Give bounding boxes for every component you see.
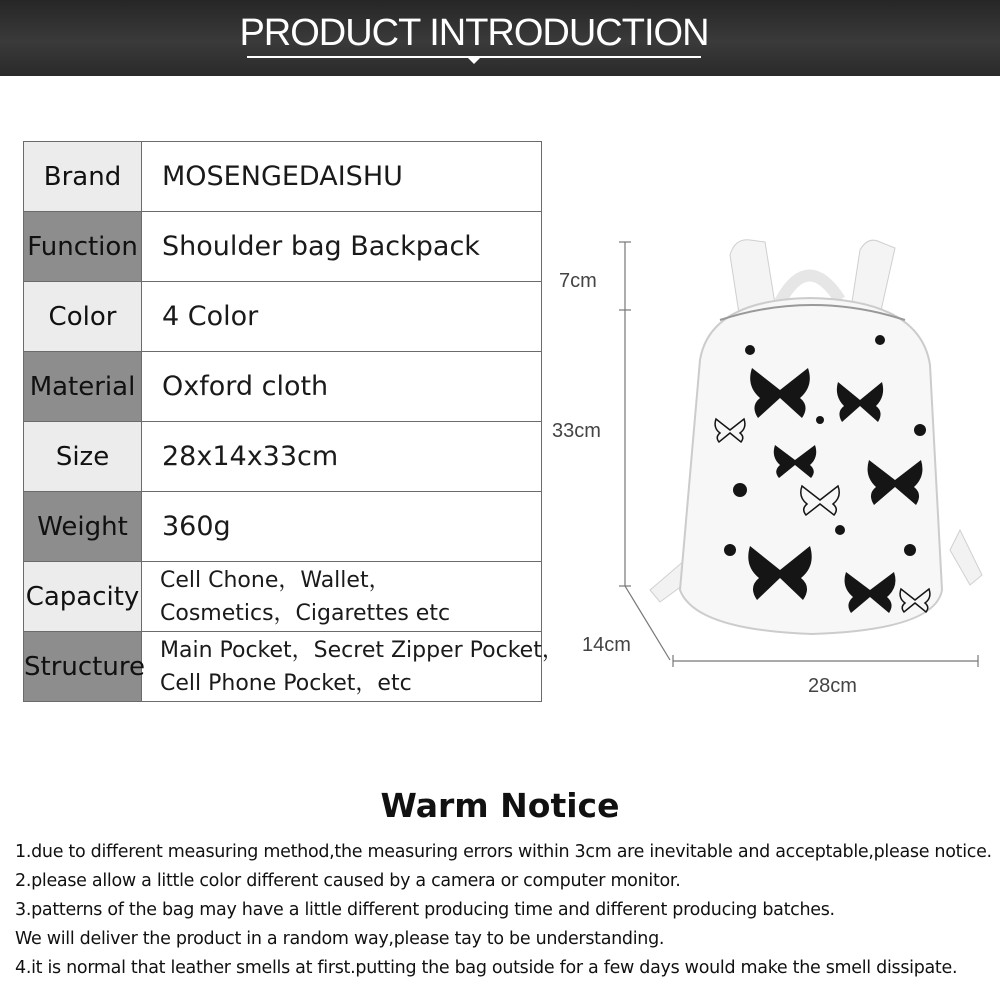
spec-value-line: Main Pocket，Secret Zipper Pocket，: [160, 637, 564, 663]
spec-label: Capacity: [24, 562, 142, 632]
spec-value: [142, 212, 542, 282]
spec-value-line: 4 Color: [162, 301, 259, 332]
spec-value-line: Cell Phone Pocket，etc: [160, 670, 412, 696]
spec-value: [142, 142, 542, 212]
notice-line: 2.please allow a little color different caused by a camera or computer monitor.: [15, 871, 681, 891]
notice-line: 4.it is normal that leather smells at first.putting the bag outside for a few days would make the smell dissipate.: [15, 958, 958, 978]
header-banner: [0, 0, 1000, 76]
spec-row: [24, 632, 542, 702]
spec-label: Size: [24, 422, 142, 492]
spec-row: [24, 422, 542, 492]
spec-label: Color: [24, 282, 142, 352]
dimension-width: 28cm: [808, 675, 857, 697]
product-figure: [550, 230, 1000, 710]
spec-value-line: 360g: [162, 511, 231, 542]
notice-list: [15, 838, 1000, 983]
notice-line: 3.patterns of the bag may have a little different producing time and different producing batches.: [15, 900, 835, 920]
spec-value-line: Oxford cloth: [162, 371, 329, 402]
header-title: PRODUCT INTRODUCTION: [239, 12, 709, 54]
spec-row: [24, 352, 542, 422]
spec-row: [24, 492, 542, 562]
notice-title: Warm Notice: [380, 786, 620, 825]
spec-row: [24, 282, 542, 352]
spec-value: [142, 492, 542, 562]
spec-value-line: Shoulder bag Backpack: [162, 231, 480, 262]
spec-row: [24, 562, 542, 632]
spec-value-line: MOSENGEDAISHU: [162, 161, 403, 192]
notice-line: We will deliver the product in a random way,please tay to be understanding.: [15, 929, 665, 949]
spec-value: [142, 632, 564, 702]
spec-label: Function: [24, 212, 142, 282]
spec-row: [24, 142, 542, 212]
spec-row: [24, 212, 542, 282]
dimension-height: 33cm: [552, 420, 601, 442]
spec-value: [142, 352, 542, 422]
spec-table: [23, 141, 564, 702]
dimension-handle: 7cm: [559, 270, 597, 292]
spec-label: Structure: [24, 632, 142, 702]
spec-label: Weight: [24, 492, 142, 562]
dimension-depth: 14cm: [582, 634, 631, 656]
header-notch: [468, 58, 480, 64]
spec-value: [142, 282, 542, 352]
spec-value: [142, 562, 542, 632]
spec-value-line: 28x14x33cm: [162, 441, 339, 472]
spec-label: Material: [24, 352, 142, 422]
spec-value: [142, 422, 542, 492]
spec-value-line: Cosmetics，Cigarettes etc: [160, 600, 451, 626]
notice-line: 1.due to different measuring method,the measuring errors within 3cm are inevitable and acceptable,please notice.: [15, 842, 992, 862]
spec-label: Brand: [24, 142, 142, 212]
spec-value-line: Cell Chone，Wallet，: [160, 567, 391, 593]
